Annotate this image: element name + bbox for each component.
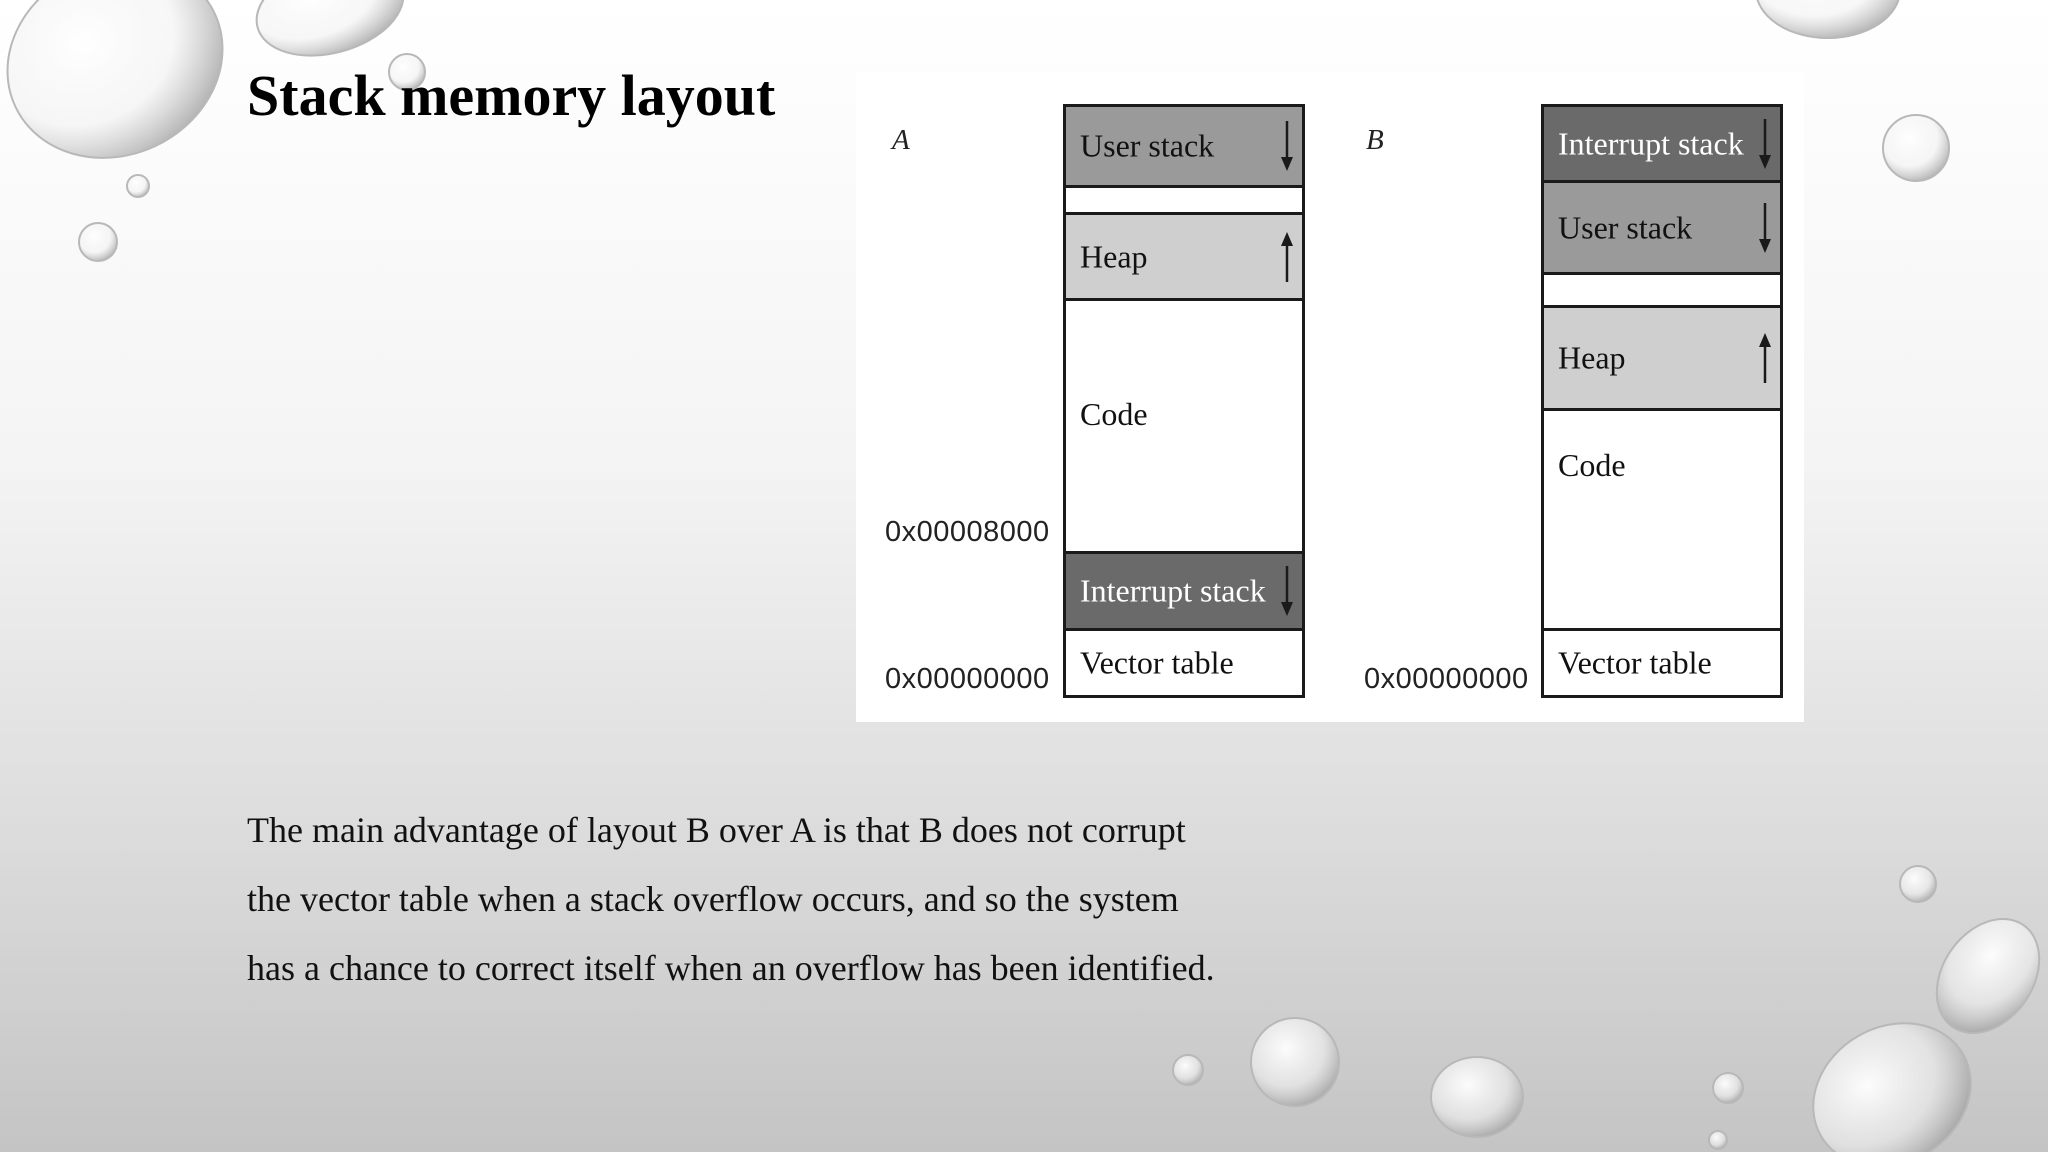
layout-a-interrupt-stack-segment — [1063, 551, 1305, 631]
segment-label: Interrupt stack — [1080, 572, 1266, 609]
up-arrow-icon — [1758, 333, 1772, 383]
down-arrow-icon — [1758, 119, 1772, 169]
down-arrow-icon — [1280, 121, 1294, 171]
layout-b-vector-table-segment — [1541, 628, 1783, 698]
up-arrow-icon — [1280, 232, 1294, 282]
layout-b-interrupt-stack-segment — [1541, 104, 1783, 183]
slide-body-text — [247, 796, 1347, 1003]
layout-a-user-stack-segment — [1063, 104, 1305, 188]
segment-label: Interrupt stack — [1558, 125, 1744, 161]
segment-label: Heap — [1558, 339, 1626, 376]
segment-label: Code — [1080, 396, 1148, 432]
slide-title: Stack memory layout — [247, 63, 776, 128]
layout-b-address-low: 0x00000000 — [1364, 663, 1529, 695]
layout-a-address-low: 0x00000000 — [885, 663, 1050, 695]
body-line: The main advantage of layout B over A is that B does not corrupt — [247, 810, 1186, 850]
segment-label: User stack — [1558, 209, 1693, 245]
layout-a-heap-segment — [1063, 212, 1305, 301]
segment-label: Vector table — [1558, 644, 1712, 681]
layout-b-user-stack-segment — [1541, 180, 1783, 275]
segment-label: Code — [1558, 447, 1626, 483]
layout-b-label: B — [1366, 124, 1384, 156]
layout-a-address-high: 0x00008000 — [885, 516, 1050, 548]
down-arrow-icon — [1280, 566, 1294, 616]
segment-label: User stack — [1080, 127, 1215, 164]
segment-label: Heap — [1080, 238, 1148, 274]
layout-b-code-segment — [1541, 408, 1783, 631]
body-line: the vector table when a stack overflow occurs, and so the system — [247, 879, 1179, 919]
body-line: has a chance to correct itself when an overflow has been identified. — [247, 948, 1215, 988]
memory-layout-figure — [856, 72, 1804, 722]
layout-a-code-segment — [1063, 298, 1305, 554]
segment-label: Vector table — [1080, 644, 1234, 681]
down-arrow-icon — [1758, 203, 1772, 253]
layout-a-vector-table-segment — [1063, 628, 1305, 698]
layout-a-free-space-segment — [1063, 185, 1305, 215]
layout-b-heap-segment — [1541, 305, 1783, 411]
layout-a-label: A — [892, 124, 910, 156]
layout-b-free-space-segment — [1541, 272, 1783, 308]
